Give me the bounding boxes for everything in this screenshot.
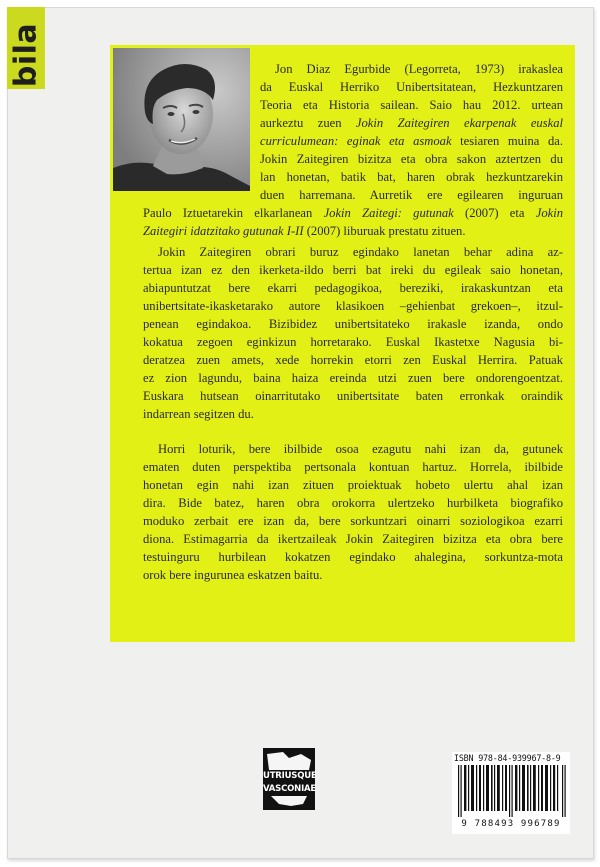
- author-portrait-image: [113, 48, 250, 191]
- blurb-line: testuinguru hurbilean kokatzen egindako ahalegina, sorkuntza-mota: [143, 550, 563, 564]
- publisher-logo-line2: VASCONIAE: [263, 784, 317, 794]
- blurb-line: indarrean segitzen du.: [143, 407, 254, 421]
- blurb-line: Paulo Iztuetarekin elkarlanean Jokin Zaitegi: gutunak (2007) eta Jokin: [143, 206, 564, 220]
- blurb-line: Euskara hutsean oinarritutako unibertsitate baten erronkak oraindik: [143, 389, 563, 403]
- blurb-line: deratzea zuen amets, xede horrekin etorri zen Euskal Herrira. Patuak: [143, 353, 563, 367]
- barcode-digits: 9 788493 996789: [461, 819, 561, 829]
- series-label: [7, 7, 45, 89]
- author-photo: [113, 48, 250, 191]
- blurb-line: unibertsitate-ikasketarako autore klasikoen –gehienbat grekoen–, itzul-: [143, 299, 563, 313]
- blurb-line: duen harremana. Aurretik ere egilearen inguruan: [260, 188, 563, 202]
- blurb-line: abiapuntutzat bere ekarri pedagogikoa, bereziki, irakaskuntzan eta: [143, 281, 563, 295]
- blurb-line: aurkeztu zuen Jokin Zaitegiren ekarpenak euskal: [260, 116, 563, 130]
- blurb-line: da Euskal Herriko Unibertsitatean, Hezkuntzaren: [260, 80, 563, 94]
- publisher-logo-line1: UTRIUSQUE: [263, 771, 317, 781]
- blurb-line: moduko zerbait ere izan da, bere sorkuntzari oinarri soziologikoa ezarri: [143, 514, 563, 528]
- blurb-line: tertua izan ez den ikerketa-ildo berri bat ireki du egileak saio honetan,: [143, 263, 563, 277]
- blurb-line: Teoria eta Historia sailean. Saio hau 2012. urtean: [260, 98, 563, 112]
- blurb-line: penean egindakoa. Bizibidez unibertsitateko irakasle izanda, ondo: [143, 317, 563, 331]
- blurb-line: kokatua zegoen eginkizun horretarako. Euskal Ikastetxe Nagusia bi-: [143, 335, 563, 349]
- isbn-barcode: [452, 752, 570, 834]
- blurb-line: diona. Estimagarria da ikertzaileak Jokin Zaitegiren bizitza eta obra bere: [143, 532, 563, 546]
- blurb-line: curriculumean: eginak eta asmoak tesiaren muina da.: [260, 134, 563, 148]
- blurb-line: ez zion lagundu, baina haiza ereinda utzi zuen bere ondorengoentzat.: [143, 371, 563, 385]
- blurb-line: Horri loturik, bere ibilbide osoa ezagutu nahi izan da, gutunek: [158, 442, 563, 456]
- blurb-line: Jokin Zaitegiren obrari buruz egindako lanetan behar adina az-: [158, 245, 563, 259]
- blurb-line: Zaitegiri idatzitako gutunak I-II (2007) liburuak prestatu zituen.: [143, 224, 466, 238]
- blurb-line: Jokin Zaitegiren bizitza eta obra sakon aztertzen du: [260, 152, 563, 166]
- blurb-line: dira. Bide batez, haren obra orokorra ulertzeko hurbilketa biografiko: [143, 496, 563, 510]
- blurb-line: orok bere ingurunea eskatzen baitu.: [143, 568, 323, 582]
- publisher-logo: [263, 748, 315, 810]
- blurb-line: lan honetan, batik bat, haren obrak hezkuntzarekin: [260, 170, 563, 184]
- barcode-bars: [458, 765, 566, 817]
- series-label-text: bila: [8, 22, 44, 88]
- blurb-panel: [110, 45, 575, 642]
- blurb-line: Jon Diaz Egurbide (Legorreta, 1973) irakaslea: [275, 62, 563, 76]
- blurb-line: ematen duten perspektiba pertsonala kontuan hartuz. Horrela, ibilbide: [143, 460, 563, 474]
- isbn-number: ISBN 978-84-939967-8-9: [454, 753, 561, 763]
- blurb-line: honetan egin nahi izan zituen proiektuak hobeto ulertu ahal izan: [143, 478, 563, 492]
